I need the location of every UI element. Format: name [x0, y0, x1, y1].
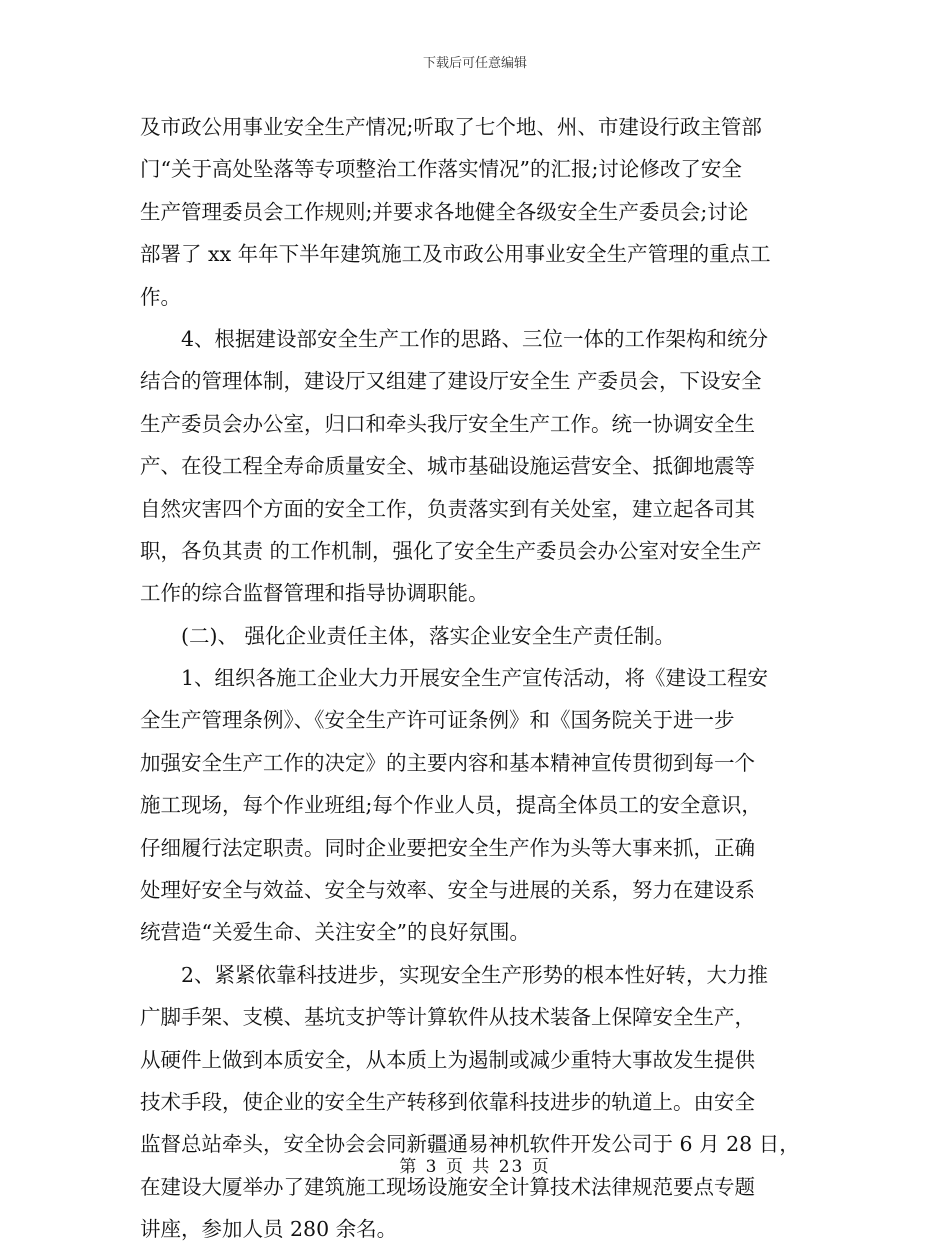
text-line: 处理好安全与效益、安全与效率、安全与进展的关系，努力在建设系	[140, 878, 755, 903]
text-line: 职，各负其责 的工作机制，强化了安全生产委员会办公室对安全生产	[140, 538, 762, 563]
text-line: 2、紧紧依靠科技进步，实现安全生产形势的根本性好转，大力推	[140, 962, 769, 987]
text-line: 广脚手架、支模、基坑支护等计算软件从技术装备上保障安全生产，	[140, 1005, 755, 1030]
text-line: 及市政公用事业安全生产情况;听取了七个地、州、市建设行政主管部	[140, 115, 762, 139]
text-line: 仔细履行法定职责。同时企业要把安全生产作为头等大事来抓，正确	[140, 835, 755, 860]
text-line: 产、在役工程全寿命质量安全、城市基础设施运营安全、抵御地震等	[140, 454, 755, 479]
text-line: 监督总站牵头，安全协会会同新疆通易神机软件开发公司于 6 月 28 日，	[140, 1132, 800, 1157]
text-line: 加强安全生产工作的决定》的主要内容和基本精神宣传贯彻到每一个	[140, 750, 755, 775]
text-line: 施工现场，每个作业班组;每个作业人员，提高全体员工的安全意识，	[140, 793, 762, 818]
text-line: 1、组织各施工企业大力开展安全生产宣传活动，将《建设工程安	[140, 666, 769, 691]
text-line: 统营造“关爱生命、关注安全”的良好氛围。	[140, 920, 530, 945]
text-line: 讲座，参加人员 280 余名。	[140, 1217, 398, 1242]
text-line: 作。	[140, 284, 181, 309]
text-line: 生产管理委员会工作规则;并要求各地健全各级安全生产委员会;讨论	[140, 199, 749, 224]
text-line: 全生产管理条例》、《安全生产许可证条例》和《国务院关于进一步	[140, 708, 735, 733]
text-line: 4、根据建设部安全生产工作的思路、三位一体的工作架构和统分	[140, 326, 769, 351]
text-line: 在建设大厦举办了建筑施工现场设施安全计算技术法律规范要点专题	[140, 1174, 755, 1199]
text-line: 工作的综合监督管理和指导协调职能。	[140, 581, 489, 606]
text-line: 自然灾害四个方面的安全工作，负责落实到有关处室，建立起各司其	[140, 496, 755, 521]
page-footer: 第 3 页 共 23 页	[399, 1157, 551, 1177]
text-line: 生产委员会办公室，归口和牵头我厅安全生产工作。统一协调安全生	[140, 411, 755, 436]
text-line: 从硬件上做到本质安全，从本质上为遏制或减少重特大事故发生提供	[140, 1047, 755, 1072]
text-line: 门“关于高处坠落等专项整治工作落实情况”的汇报;讨论修改了安全	[140, 157, 742, 182]
text-line: 部署了 xx 年年下半年建筑施工及市政公用事业安全生产管理的重点工	[140, 242, 771, 267]
text-line: 结合的管理体制，建设厅又组建了建设厅安全生 产委员会，下设安全	[140, 369, 762, 394]
text-line: (二)、 强化企业责任主体，落实企业安全生产责任制。	[140, 623, 676, 648]
document-body	[140, 106, 810, 1251]
page-header: 下载后可任意编辑	[422, 56, 527, 71]
text-line: 技术手段，使企业的安全生产转移到依靠科技进步的轨道上。由安全	[140, 1089, 755, 1114]
